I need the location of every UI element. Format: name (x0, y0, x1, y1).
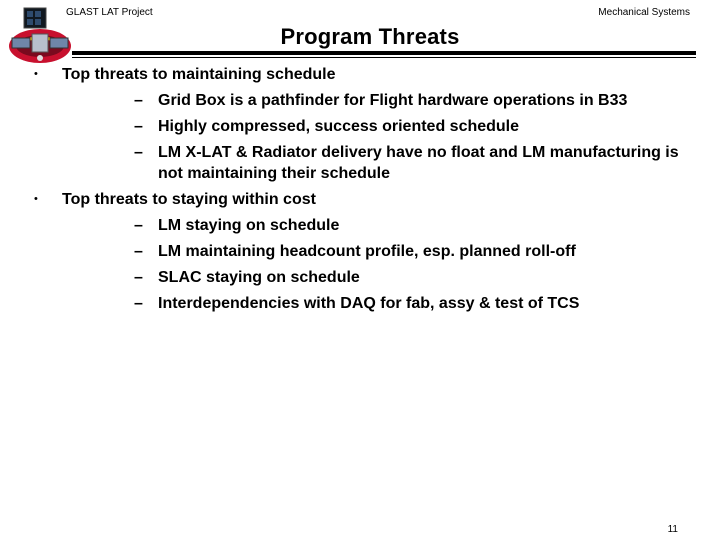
sub-bullet (62, 215, 720, 236)
dash-marker: – (134, 92, 143, 109)
dash-marker: – (134, 269, 143, 286)
bullet-marker: • (34, 68, 38, 80)
sub-bullet-text: Grid Box is a pathfinder for Flight hardware operations in B33 (158, 92, 628, 109)
title-rule-thick (72, 51, 696, 55)
dash-marker: – (134, 118, 143, 135)
sub-bullet (62, 116, 720, 137)
dash-marker: – (134, 217, 143, 234)
project-label: GLAST LAT Project (66, 7, 153, 18)
dash-marker: – (134, 144, 143, 161)
title-rule-thin (72, 57, 696, 58)
sub-bullet (62, 142, 720, 184)
sub-bullet-text: Highly compressed, success oriented schedule (158, 118, 520, 135)
sub-bullet (62, 267, 720, 288)
sub-bullet-text: SLAC staying on schedule (158, 269, 360, 286)
bullet-text: Top threats to maintaining schedule (62, 66, 336, 83)
slide-content (0, 64, 720, 314)
bullet-cost-threats (0, 189, 720, 314)
department-label: Mechanical Systems (598, 7, 690, 18)
sub-bullet-text: Interdependencies with DAQ for fab, assy & test of TCS (158, 295, 580, 312)
sub-bullet (62, 241, 720, 262)
dash-marker: – (134, 295, 143, 312)
bullet-text: Top threats to staying within cost (62, 191, 316, 208)
dash-marker: – (134, 243, 143, 260)
sub-bullet (62, 293, 720, 314)
sub-bullet (62, 90, 720, 111)
page-number: 11 (667, 524, 678, 535)
slide-title: Program Threats (280, 24, 460, 49)
sub-bullet-text: LM maintaining headcount profile, esp. planned roll-off (158, 243, 576, 260)
bullet-marker: • (34, 193, 38, 205)
sub-bullet-text: LM staying on schedule (158, 217, 340, 234)
sub-bullet-text: LM X-LAT & Radiator delivery have no float and LM manufacturing is not maintaining their schedule (158, 144, 679, 182)
bullet-schedule-threats (0, 64, 720, 184)
